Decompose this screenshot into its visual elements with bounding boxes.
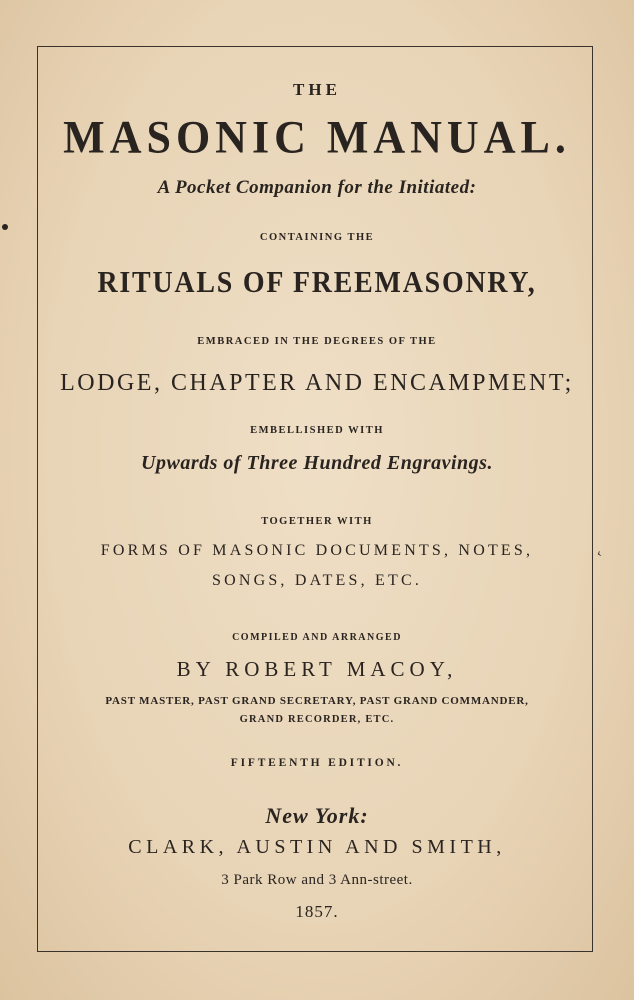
publisher-line: CLARK, AUSTIN AND SMITH, bbox=[128, 836, 506, 858]
compiled-label: COMPILED AND ARRANGED bbox=[232, 632, 402, 643]
embellished-label: EMBELLISHED WITH bbox=[250, 425, 384, 436]
engravings-line: Upwards of Three Hundred Engravings. bbox=[141, 452, 493, 474]
lodge-heading: LODGE, CHAPTER AND ENCAMPMENT; bbox=[60, 370, 574, 396]
author-line: BY ROBERT MACOY, bbox=[176, 657, 458, 681]
author-titles-line-1: PAST MASTER, PAST GRAND SECRETARY, PAST GRAND COMMANDER, bbox=[105, 695, 529, 707]
songs-line: SONGS, DATES, ETC. bbox=[211, 572, 423, 589]
book-title: MASONIC MANUAL. bbox=[63, 111, 571, 164]
forms-line: FORMS OF MASONIC DOCUMENTS, NOTES, bbox=[100, 542, 534, 559]
book-subtitle: A Pocket Companion for the Initiated: bbox=[157, 177, 477, 198]
ink-spot bbox=[2, 224, 8, 230]
pencil-mark-icon: ‹ bbox=[594, 545, 604, 562]
embraced-label: EMBRACED IN THE DEGREES OF THE bbox=[197, 336, 437, 347]
containing-label: CONTAINING THE bbox=[259, 232, 375, 243]
title-article: THE bbox=[293, 80, 341, 99]
year-line: 1857. bbox=[295, 902, 339, 921]
together-label: TOGETHER WITH bbox=[261, 516, 373, 527]
address-line: 3 Park Row and 3 Ann-street. bbox=[221, 872, 413, 888]
rituals-heading: RITUALS OF FREEMASONRY, bbox=[97, 264, 537, 299]
author-titles-line-2: GRAND RECORDER, ETC. bbox=[239, 714, 395, 725]
edition-line: FIFTEENTH EDITION. bbox=[230, 757, 404, 769]
city-line: New York: bbox=[265, 803, 369, 828]
